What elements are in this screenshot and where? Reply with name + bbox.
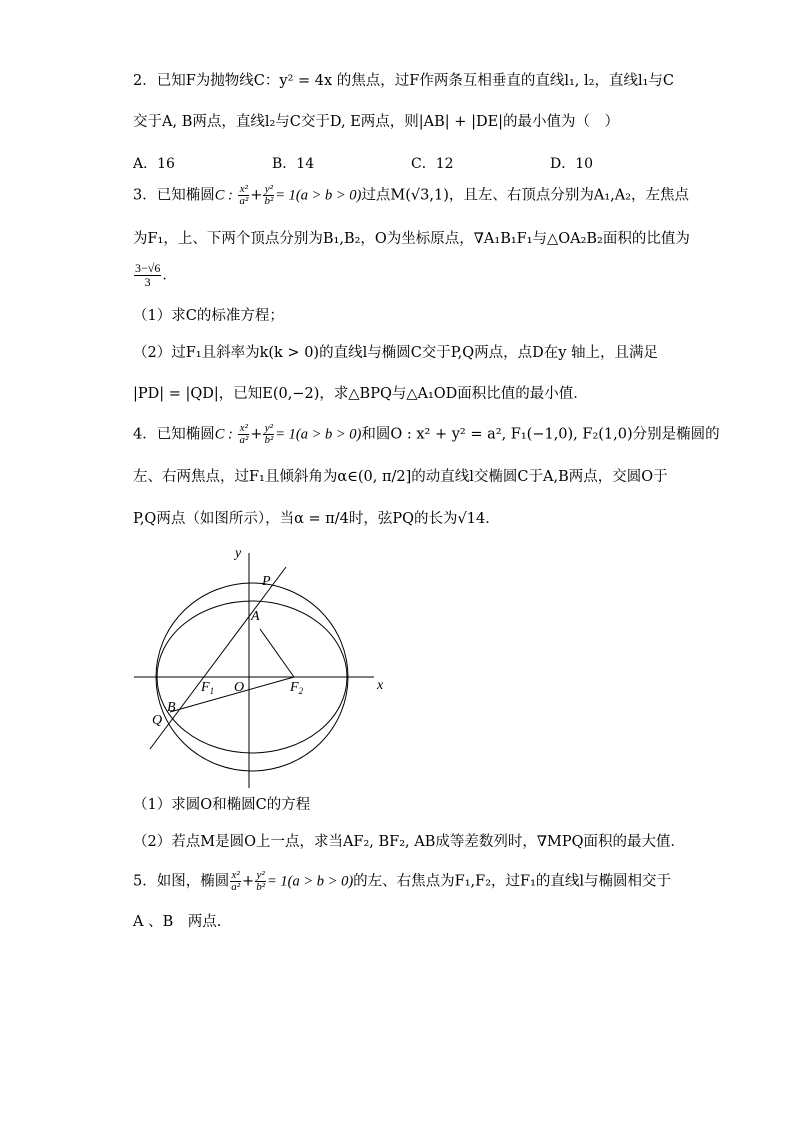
q2-option-c: C．12 <box>411 156 454 172</box>
q3-line2: 为F₁，上、下两个顶点分别为B₁,B₂，O为坐标原点，∇A₁B₁F₁与△OA₂B₂面积的比值为 <box>133 231 690 247</box>
label-y: y <box>235 546 242 561</box>
q3-eq-lhs: C : <box>214 187 233 204</box>
q4-eq-rhs: = 1(a > b > 0) <box>275 426 362 443</box>
q3-part2-line2: |PD| = |QD|，已知E(0,−2)，求△BPQ与△A₁OD面积比值的最小值． <box>133 386 588 402</box>
q2-option-b: B．14 <box>272 156 315 172</box>
q3-line1: 3．已知椭圆C : $\frac{\text{x²}}{\text{a²}}$ + $\frac{\text{y²}}{\text{b²}}$ = 1(a > b > 0)过点M(√3,1)，且左、右顶点分别为A₁,A₂，左焦点 <box>133 183 690 207</box>
q4-frac-x: $\frac{\text{x²}}{\text{a²}}$ <box>239 422 249 446</box>
q3-line1-pre: 3．已知椭圆 <box>133 187 215 204</box>
q4-frac-y: $\frac{\text{y²}}{\text{b²}}$ <box>264 422 274 446</box>
label-f2: $F_2$ <box>290 680 304 696</box>
q4-line1-pre: 4．已知椭圆 <box>133 426 215 443</box>
q5-line2: A 、B 两点. <box>133 914 222 930</box>
label-a: A <box>251 609 260 624</box>
ellipse-circle-figure <box>130 543 390 793</box>
q5-frac-x: $\frac{\text{x²}}{\text{a²}}$ <box>231 869 241 893</box>
segment-a-f2 <box>260 629 294 677</box>
q5-line1-pre: 5．如图，椭圆 <box>133 873 230 890</box>
q4-line1: 4．已知椭圆C : $\frac{\text{x²}}{\text{a²}}$ + $\frac{\text{y²}}{\text{b²}}$ = 1(a > b > 0)和圆O : x² + y² = a², F₁(−1,0), F₂(1,0)分别是椭圆的 <box>133 422 720 446</box>
q5-frac-y: $\frac{\text{y²}}{\text{b²}}$ <box>256 869 266 893</box>
q4-part2: （2）若点M是圆O上一点，求当AF₂, BF₂, AB成等差数列时，∇MPQ面积的最大值． <box>133 834 686 850</box>
q4-part1: （1）求圆O和椭圆C的方程 <box>133 797 311 813</box>
q3-ratio-den: 3 <box>144 275 151 289</box>
q2-option-d: D．10 <box>550 156 594 172</box>
label-x: x <box>377 678 384 693</box>
q3-frac-y: $\frac{\text{y²}}{\text{b²}}$ <box>264 183 274 207</box>
q5-line1: 5．如图，椭圆 $\frac{\text{x²}}{\text{a²}}$ + $\frac{\text{y²}}{\text{b²}}$ = 1(a > b > 0)的左、右焦点为F₁,F₂，过F₁的直线l与椭圆相交于 <box>133 869 672 893</box>
q3-ratio: $\frac{3-√6}{3}$ ． <box>135 261 177 289</box>
label-b: B <box>167 700 176 715</box>
q3-line1-post: 过点M(√3,1)，且左、右顶点分别为A₁,A₂，左焦点 <box>361 187 690 204</box>
q5-line1-post: 的左、右焦点为F₁,F₂，过F₁的直线l与椭圆相交于 <box>353 873 672 890</box>
q3-eq-rhs: = 1(a > b > 0) <box>275 187 362 204</box>
q4-line2: 左、右两焦点，过F₁且倾斜角为α∈(0, π/2]的动直线l交椭圆C于A,B两点，交圆O于 <box>133 469 668 485</box>
q3-frac-x: $\frac{\text{x²}}{\text{a²}}$ <box>239 183 249 207</box>
label-q: Q <box>152 713 163 728</box>
q4-line3: P,Q两点（如图所示），当α = π/4时，弦PQ的长为√14． <box>133 511 500 527</box>
label-f1: $F_1$ <box>201 680 215 696</box>
label-o: O <box>234 680 245 695</box>
q3-part1: （1）求C的标准方程； <box>133 308 284 324</box>
q3-part2-line1: （2）过F₁且斜率为k(k > 0)的直线l与椭圆C交于P,Q两点，点D在y 轴上，且满足 <box>133 345 659 361</box>
line-l <box>150 567 286 749</box>
label-p: P <box>262 574 271 589</box>
q4-line1-post: 和圆O : x² + y² = a², F₁(−1,0), F₂(1,0)分别是椭圆的 <box>361 426 720 443</box>
q2-option-a: A．16 <box>133 156 175 172</box>
q3-ratio-num: 3−√6 <box>135 261 161 275</box>
segment-b-f2 <box>170 677 294 712</box>
q2-line1: 2．已知F为抛物线C：y² = 4x 的焦点，过F作两条互相垂直的直线l₁, l₂，直线l₁与C <box>133 73 674 89</box>
q5-eq-rhs: = 1(a > b > 0) <box>267 873 354 890</box>
q4-eq-lhs: C : <box>214 426 233 443</box>
q2-line2: 交于A, B两点，直线l₂与C交于D, E两点，则|AB| + |DE|的最小值为（ ） <box>133 114 620 130</box>
